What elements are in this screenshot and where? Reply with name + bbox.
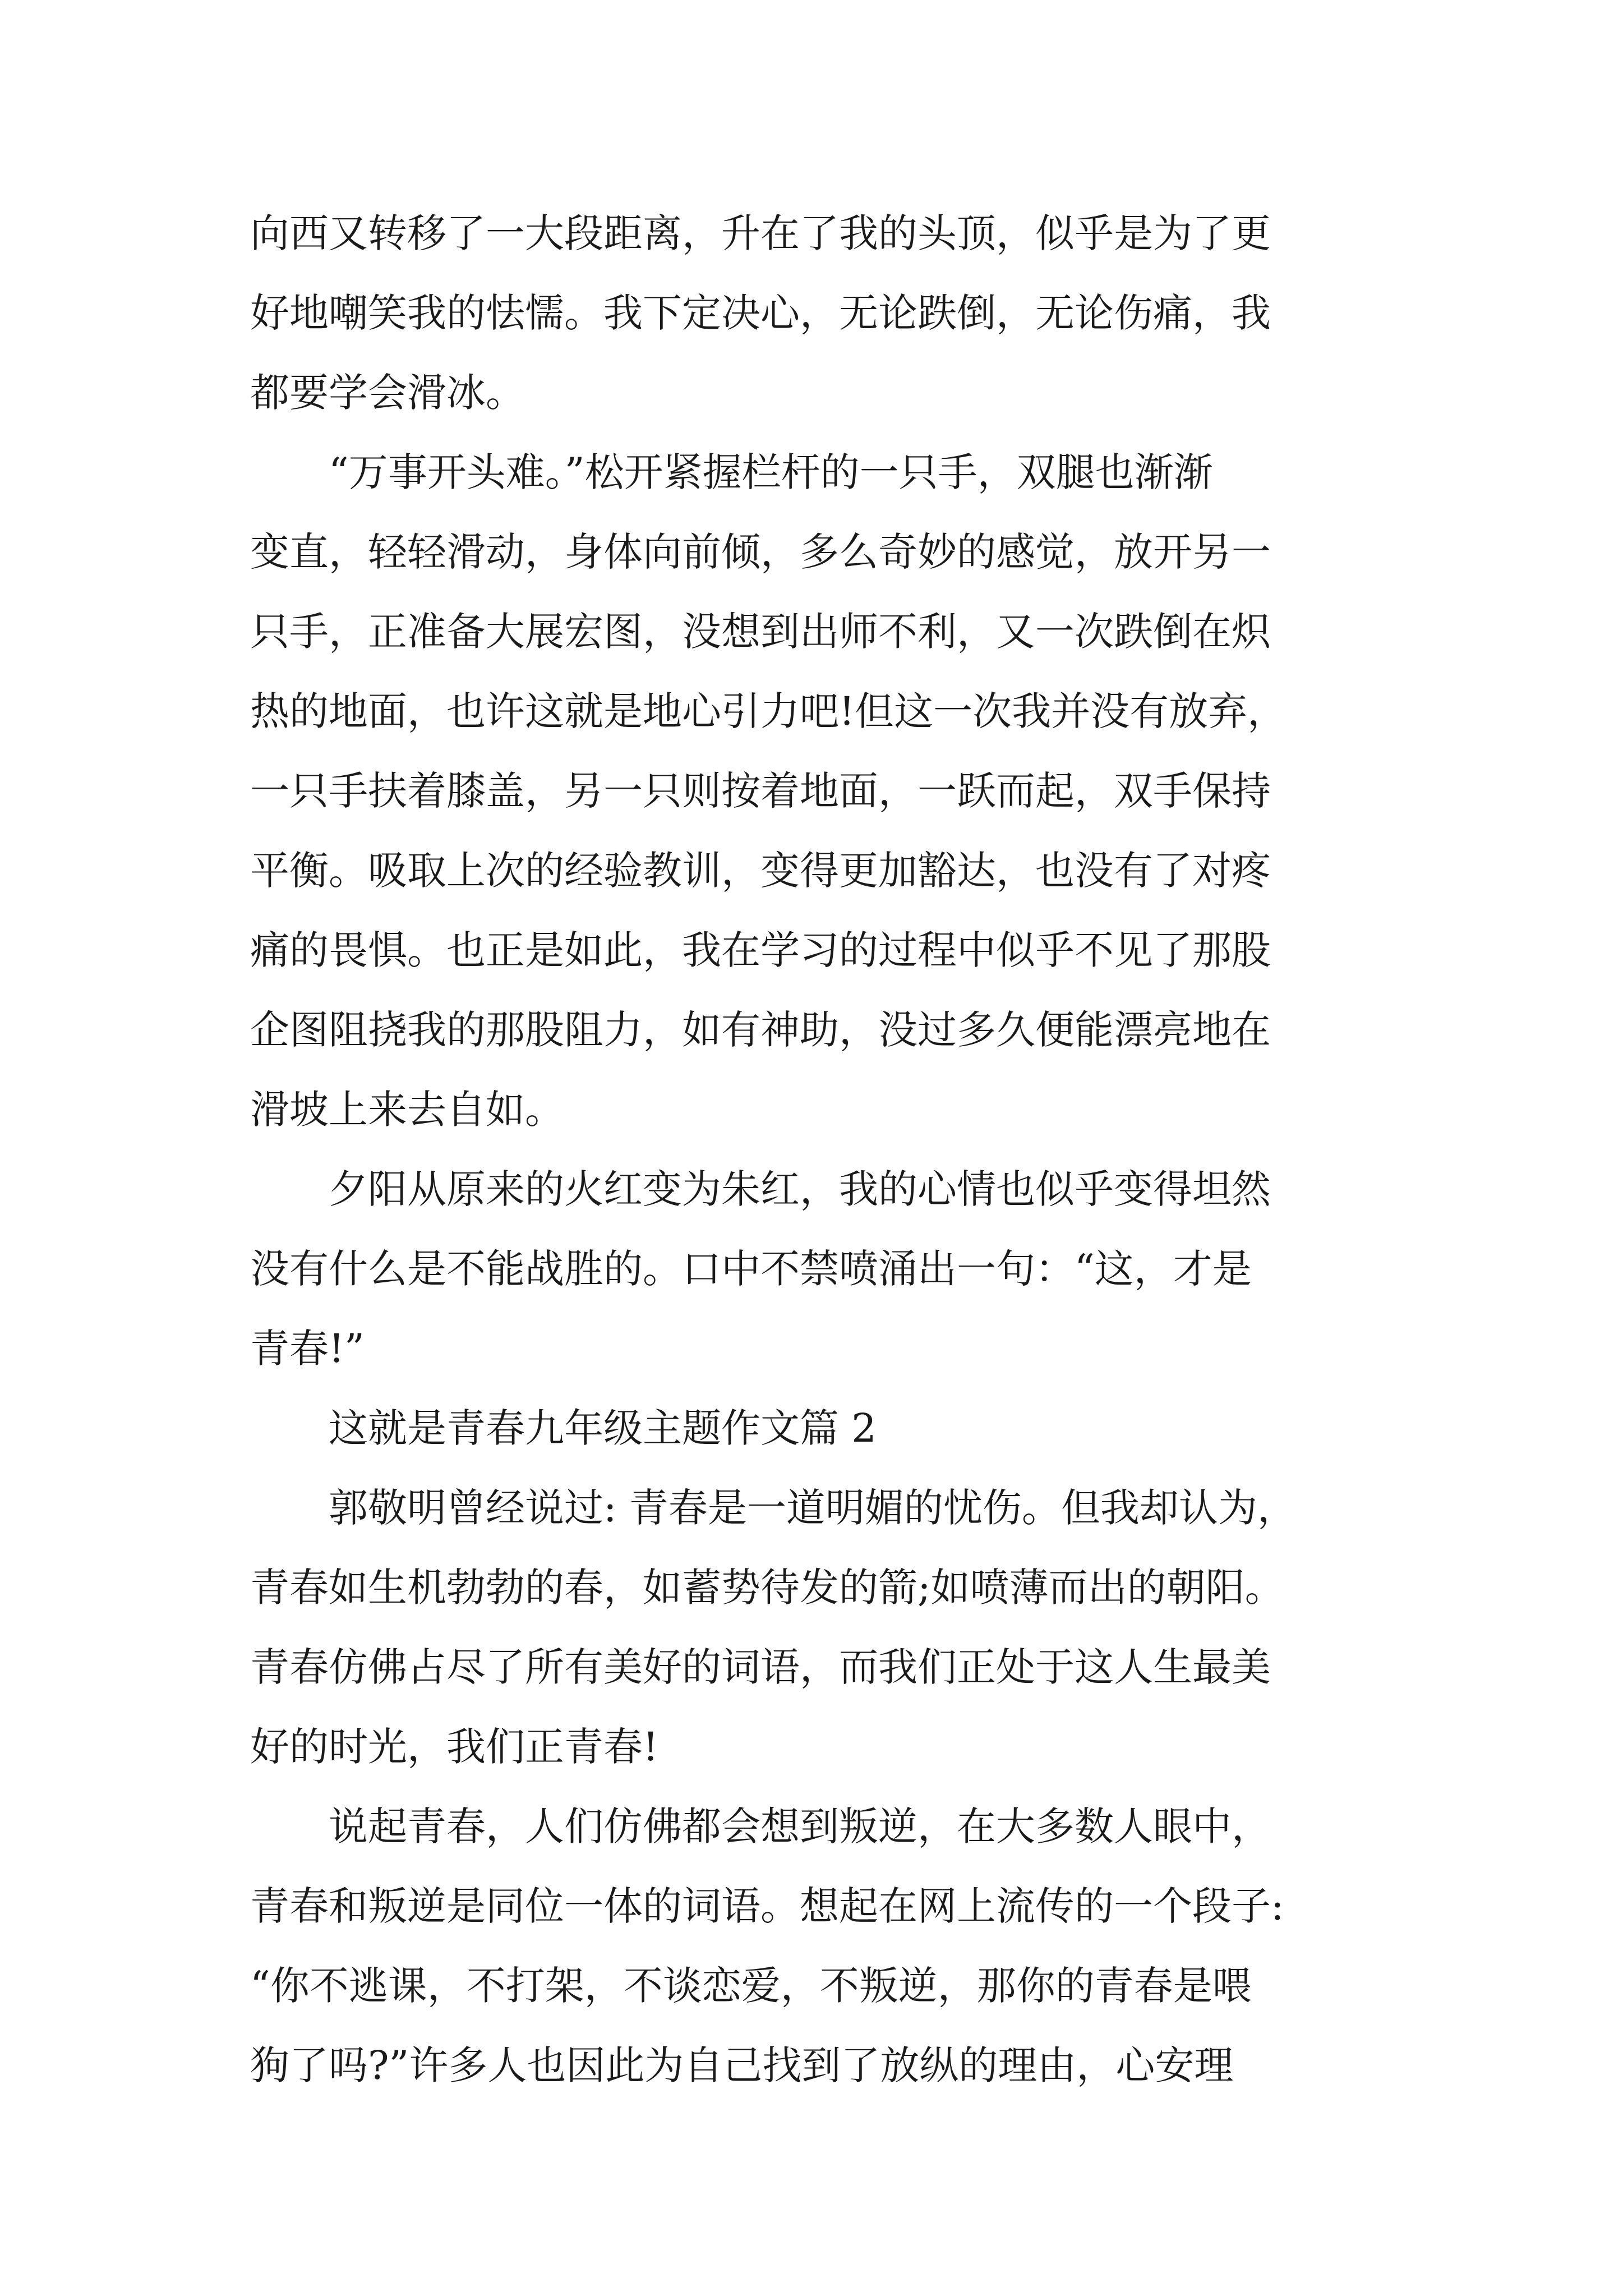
paragraph-2: [250, 432, 1389, 1149]
text-line: 痛的畏惧。也正是如此，我在学习的过程中似乎不见了那股: [250, 927, 1271, 973]
paragraph-3: [250, 1149, 1389, 1388]
text-line: 青春如生机勃勃的春，如蓄势待发的箭;如喷薄而出的朝阳。: [250, 1565, 1284, 1611]
text-line: 滑坡上来去自如。: [250, 1087, 564, 1133]
text-line: 青春!”: [250, 1326, 365, 1372]
text-line: 变直，轻轻滑动，身体向前倾，多么奇妙的感觉，放开另一: [250, 529, 1271, 575]
text-line: 青春仿佛占尽了所有美好的词语，而我们正处于这人生最美: [250, 1644, 1271, 1690]
text-line: 向西又转移了一大段距离，升在了我的头顶，似乎是为了更: [250, 210, 1271, 256]
heading-line: 这就是青春九年级主题作文篇 2: [329, 1405, 877, 1451]
text-line: “你不逃课，不打架，不谈恋爱，不叛逆，那你的青春是喂: [250, 1963, 1252, 2009]
text-line: 好的时光，我们正青春!: [250, 1724, 659, 1770]
text-line: “万事开头难。”松开紧握栏杆的一只手，双腿也渐渐: [329, 449, 1213, 495]
text-line: 狗了吗?”许多人也因此为自己找到了放纵的理由，心安理: [250, 2042, 1234, 2088]
text-line: 没有什么是不能战胜的。口中不禁喷涌出一句：“这，才是: [250, 1246, 1252, 1292]
text-line: 企图阻挠我的那股阻力，如有神助，没过多久便能漂亮地在: [250, 1007, 1271, 1053]
document-body: [250, 194, 1389, 2105]
text-line: 平衡。吸取上次的经验教训，变得更加豁达，也没有了对疼: [250, 848, 1271, 894]
text-line: 好地嘲笑我的怯懦。我下定决心，无论跌倒，无论伤痛，我: [250, 290, 1271, 336]
text-line: 夕阳从原来的火红变为朱红，我的心情也似乎变得坦然: [329, 1166, 1271, 1212]
text-line: 一只手扶着膝盖，另一只则按着地面，一跃而起，双手保持: [250, 768, 1271, 814]
text-line: 青春和叛逆是同位一体的词语。想起在网上流传的一个段子:: [250, 1883, 1284, 1929]
text-line: 只手，正准备大展宏图，没想到出师不利，又一次跌倒在炽: [250, 609, 1271, 655]
section-heading: [250, 1388, 1389, 1468]
paragraph-4: [250, 1468, 1389, 1787]
paragraph-1: [250, 194, 1389, 432]
text-line: 都要学会滑冰。: [250, 370, 525, 416]
text-line: 说起青春，人们仿佛都会想到叛逆，在大多数人眼中，: [329, 1803, 1271, 1849]
text-line: 热的地面，也许这就是地心引力吧!但这一次我并没有放弃，: [250, 688, 1287, 734]
text-line: 郭敬明曾经说过: 青春是一道明媚的忧伤。但我却认为，: [329, 1485, 1297, 1531]
paragraph-5: [250, 1787, 1389, 2105]
